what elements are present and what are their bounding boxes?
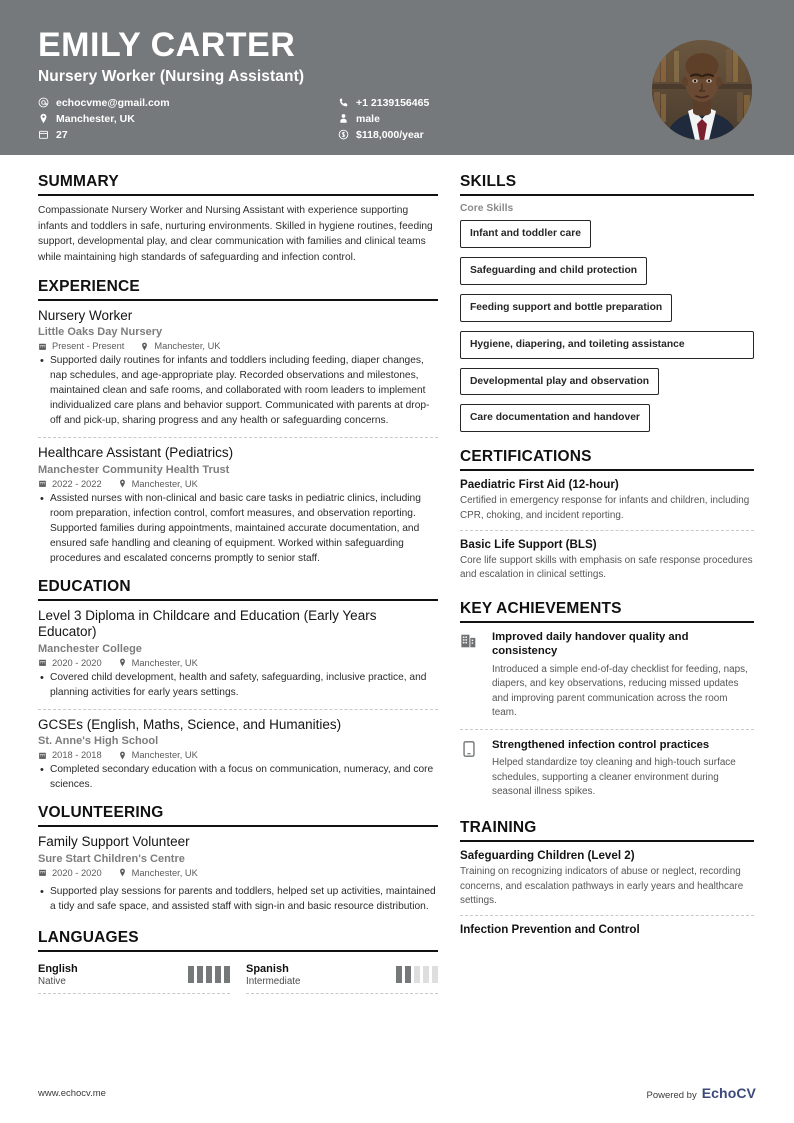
contact-column-right: [338, 97, 429, 141]
skills-group-label: Core Skills: [460, 203, 514, 214]
section-title-training: TRAINING: [460, 819, 537, 837]
section-title-summary: SUMMARY: [38, 173, 119, 190]
section-divider: [38, 825, 438, 827]
section-divider: [460, 621, 754, 623]
entry-dates-value: 2020 - 2020: [52, 867, 102, 878]
location-pin-icon: [118, 658, 127, 667]
bullet-item: • Assisted nurses with non-clinical and basic care tasks in pediatric clinics, including room preparation, infection control, comfort measures, and observation reporting. Supported families during appointments, maintained accurate documentation, and ensured safe handling and cleaning of equipment. Worked within safeguarding procedures and escalated concerns promptly to senior staff.: [38, 492, 438, 567]
entry-bullets: [38, 492, 438, 567]
skill-chip: Developmental play and observation: [460, 368, 659, 396]
resume-header: [0, 0, 794, 155]
footer-brand: EchoCV: [701, 1085, 756, 1101]
entry-location: [118, 750, 198, 760]
achievement-body: [492, 630, 754, 721]
entry-dates-value: Present - Present: [52, 341, 125, 352]
education-entry: [38, 608, 438, 709]
certification-title: Paediatric First Aid (12-hour): [460, 478, 619, 492]
right-column: [460, 173, 754, 1080]
left-column: [38, 173, 438, 1080]
contact-location: [38, 113, 338, 125]
calendar-icon: [38, 342, 47, 351]
entry-meta: [38, 750, 438, 760]
entry-organization: Manchester Community Health Trust: [38, 463, 230, 476]
bullet-item: • Supported play sessions for parents and toddlers, helped set up activities, maintained a tidy and safe space, and assisted staff with sign-in and basic resource distribution.: [38, 885, 438, 915]
language-rating-bars: [188, 966, 230, 983]
contact-gender: [338, 113, 429, 125]
section-divider: [460, 194, 754, 196]
contact-salary-value: $118,000/year: [356, 128, 424, 141]
contact-column-left: [38, 97, 338, 141]
contact-email[interactable]: [38, 97, 338, 109]
achievement-description: Helped standardize toy cleaning and high-touch surface schedules, supporting a cleaner environment during seasonal illness spikes.: [492, 757, 736, 797]
section-languages: [38, 929, 438, 995]
rating-bar: [414, 966, 420, 983]
resume-body: [0, 155, 794, 1080]
entry-dates-value: 2018 - 2018: [52, 750, 102, 761]
section-volunteering: [38, 804, 438, 922]
section-divider: [460, 469, 754, 471]
calendar-icon: [38, 129, 49, 140]
summary-text: Compassionate Nursery Worker and Nursing Assistant with experience supporting infants and toddlers in safe, nurturing environments. Skilled in hygiene routines, feeding support, developmental play, and clear communication with families and clinical teams while maintaining high standards of safeguarding and infection control.: [38, 205, 433, 263]
experience-entry: [38, 437, 438, 574]
entry-organization: Little Oaks Day Nursery: [38, 326, 163, 339]
language-level: Native: [38, 976, 66, 988]
section-divider: [38, 599, 438, 601]
entry-dates: [38, 868, 102, 878]
contact-phone-value: +1 2139156465: [356, 96, 430, 109]
rating-bar: [423, 966, 429, 983]
training-item: [460, 849, 754, 915]
contact-info: [38, 97, 756, 141]
contact-gender-value: male: [356, 112, 380, 125]
entry-bullets: [38, 354, 438, 429]
section-key-achievements: [460, 600, 754, 808]
section-title-education: EDUCATION: [38, 577, 131, 595]
contact-age-value: 27: [56, 128, 68, 141]
section-summary: [38, 173, 438, 265]
entry-location-value: Manchester, UK: [154, 341, 221, 352]
entry-role: Healthcare Assistant (Pediatrics): [38, 445, 234, 461]
person-icon: [338, 113, 349, 124]
rating-bar: [215, 966, 221, 983]
entry-dates-value: 2020 - 2020: [52, 657, 102, 668]
entry-location: [118, 658, 198, 668]
certification-description: Certified in emergency response for infants and children, including CPR, choking, and incident reporting.: [460, 495, 750, 521]
footer-url[interactable]: www.echocv.me: [38, 1087, 106, 1099]
language-rating-bars: [396, 966, 438, 983]
entry-location: [118, 479, 198, 489]
contact-salary: [338, 129, 429, 141]
section-divider: [38, 299, 438, 301]
section-experience: [38, 278, 438, 575]
training-description: Training on recognizing indicators of abuse or neglect, recording concerns, and escalation pathways in early years and healthcare settings.: [460, 866, 744, 907]
email-icon: [38, 97, 49, 108]
certification-title: Basic Life Support (BLS): [460, 538, 597, 552]
entry-meta: [38, 868, 438, 878]
section-title-skills: SKILLS: [460, 173, 517, 190]
page-title: EMILY CARTER: [38, 26, 296, 64]
entry-bullets: [38, 885, 438, 915]
entry-meta: [38, 479, 438, 489]
entry-dates: [38, 658, 102, 668]
language-item: [38, 963, 230, 995]
bullet-item: • Supported daily routines for infants and toddlers including feeding, diaper changes, nap schedules, and age-appropriate play. Recorded observations and milestones, maintained clean and safe rooms, and collaborated with room leaders to implement individualized care plans and behavior support. Communicated with parents at drop-off and pick-up, sharing progress and any health or safeguarding concerns.: [38, 354, 438, 429]
entry-location: [140, 341, 220, 351]
money-icon: [338, 129, 349, 140]
language-info: [38, 963, 78, 988]
contact-age: [38, 129, 338, 141]
resume-footer: [0, 1063, 794, 1123]
footer-branding: [647, 1085, 756, 1101]
rating-bar: [405, 966, 411, 983]
section-training: [460, 819, 754, 943]
certification-item: [460, 478, 754, 530]
skill-chip: Safeguarding and child protection: [460, 257, 647, 285]
entry-location: [118, 868, 198, 878]
languages-list: [38, 959, 438, 995]
footer-powered-by: Powered by: [646, 1090, 697, 1101]
contact-location-value: Manchester, UK: [56, 112, 135, 125]
achievement-title: Improved daily handover quality and consistency: [492, 630, 689, 658]
skill-chip: Feeding support and bottle preparation: [460, 294, 672, 322]
certification-item: [460, 530, 754, 590]
entry-meta: [38, 658, 438, 668]
training-item: [460, 915, 754, 943]
location-pin-icon: [118, 479, 127, 488]
rating-bar: [197, 966, 203, 983]
contact-email-value: echocvme@gmail.com: [56, 96, 170, 109]
language-info: [246, 963, 300, 988]
section-divider: [38, 194, 438, 196]
location-pin-icon: [118, 751, 127, 760]
language-level: Intermediate: [246, 976, 301, 988]
entry-location-value: Manchester, UK: [131, 867, 198, 878]
language-name: English: [38, 962, 78, 975]
skill-chip: Infant and toddler care: [460, 220, 591, 248]
achievement-body: [492, 738, 754, 800]
entry-bullets: [38, 763, 438, 793]
bullet-item: • Completed secondary education with a focus on communication, numeracy, and core sciences.: [38, 763, 438, 793]
achievement-description: Introduced a simple end-of-day checklist for feeding, naps, diapers, and key observations, reducing missed updates and improving parent communication across the room team.: [492, 664, 748, 719]
bullet-item: • Covered child development, health and safety, safeguarding, inclusive practice, and planning activities for early years settings.: [38, 671, 438, 701]
entry-dates-value: 2022 - 2022: [52, 478, 102, 489]
entry-location-value: Manchester, UK: [131, 478, 198, 489]
mobile-device-icon: [460, 738, 482, 800]
calendar-icon: [38, 658, 47, 667]
language-name: Spanish: [246, 962, 289, 975]
skill-chip: Hygiene, diapering, and toileting assistance: [460, 331, 754, 359]
education-entry: [38, 709, 438, 801]
entry-degree: GCSEs (English, Maths, Science, and Humanities): [38, 716, 342, 732]
entry-dates: [38, 750, 102, 760]
training-title: Safeguarding Children (Level 2): [460, 849, 635, 863]
avatar: [652, 40, 752, 140]
achievement-title: Strengthened infection control practices: [492, 738, 710, 751]
achievement-item: [460, 630, 754, 729]
entry-dates: [38, 479, 102, 489]
entry-role: Nursery Worker: [38, 308, 133, 323]
entry-meta: [38, 341, 438, 351]
section-title-languages: LANGUAGES: [38, 928, 139, 946]
entry-institution: St. Anne's High School: [38, 735, 159, 748]
section-certifications: [460, 448, 754, 589]
rating-bar: [224, 966, 230, 983]
section-title-experience: EXPERIENCE: [38, 278, 140, 295]
entry-role: Family Support Volunteer: [38, 834, 190, 850]
skill-chip: Care documentation and handover: [460, 404, 650, 432]
rating-bar: [432, 966, 438, 983]
calendar-icon: [38, 868, 47, 877]
language-item: [246, 963, 438, 995]
location-pin-icon: [118, 868, 127, 877]
rating-bar: [206, 966, 212, 983]
experience-entry: [38, 308, 438, 437]
training-title: Infection Prevention and Control: [460, 923, 640, 937]
rating-bar: [396, 966, 402, 983]
calendar-icon: [38, 751, 47, 760]
section-divider: [38, 950, 438, 952]
entry-dates: [38, 341, 124, 351]
entry-location-value: Manchester, UK: [131, 657, 198, 668]
section-divider: [460, 840, 754, 842]
location-pin-icon: [38, 113, 49, 124]
achievement-item: [460, 729, 754, 808]
entry-organization: Sure Start Children's Centre: [38, 852, 185, 865]
entry-location-value: Manchester, UK: [131, 750, 198, 761]
section-title-key-achievements: KEY ACHIEVEMENTS: [460, 599, 622, 617]
rating-bar: [188, 966, 194, 983]
section-education: [38, 578, 438, 801]
location-pin-icon: [140, 342, 149, 351]
entry-bullets: [38, 671, 438, 701]
entry-institution: Manchester College: [38, 642, 142, 655]
phone-icon: [338, 97, 349, 108]
entry-degree: Level 3 Diploma in Childcare and Education (Early Years Educator): [38, 607, 377, 640]
volunteering-entry: [38, 834, 438, 922]
contact-phone[interactable]: [338, 97, 429, 109]
job-title: Nursery Worker (Nursing Assistant): [38, 67, 305, 85]
section-skills: [460, 173, 754, 441]
certification-description: Core life support skills with emphasis on safe response procedures and escalation in clinical settings.: [460, 555, 753, 581]
section-title-volunteering: VOLUNTEERING: [38, 804, 164, 822]
building-icon: [460, 630, 482, 721]
calendar-icon: [38, 479, 47, 488]
section-title-certifications: CERTIFICATIONS: [460, 448, 592, 466]
